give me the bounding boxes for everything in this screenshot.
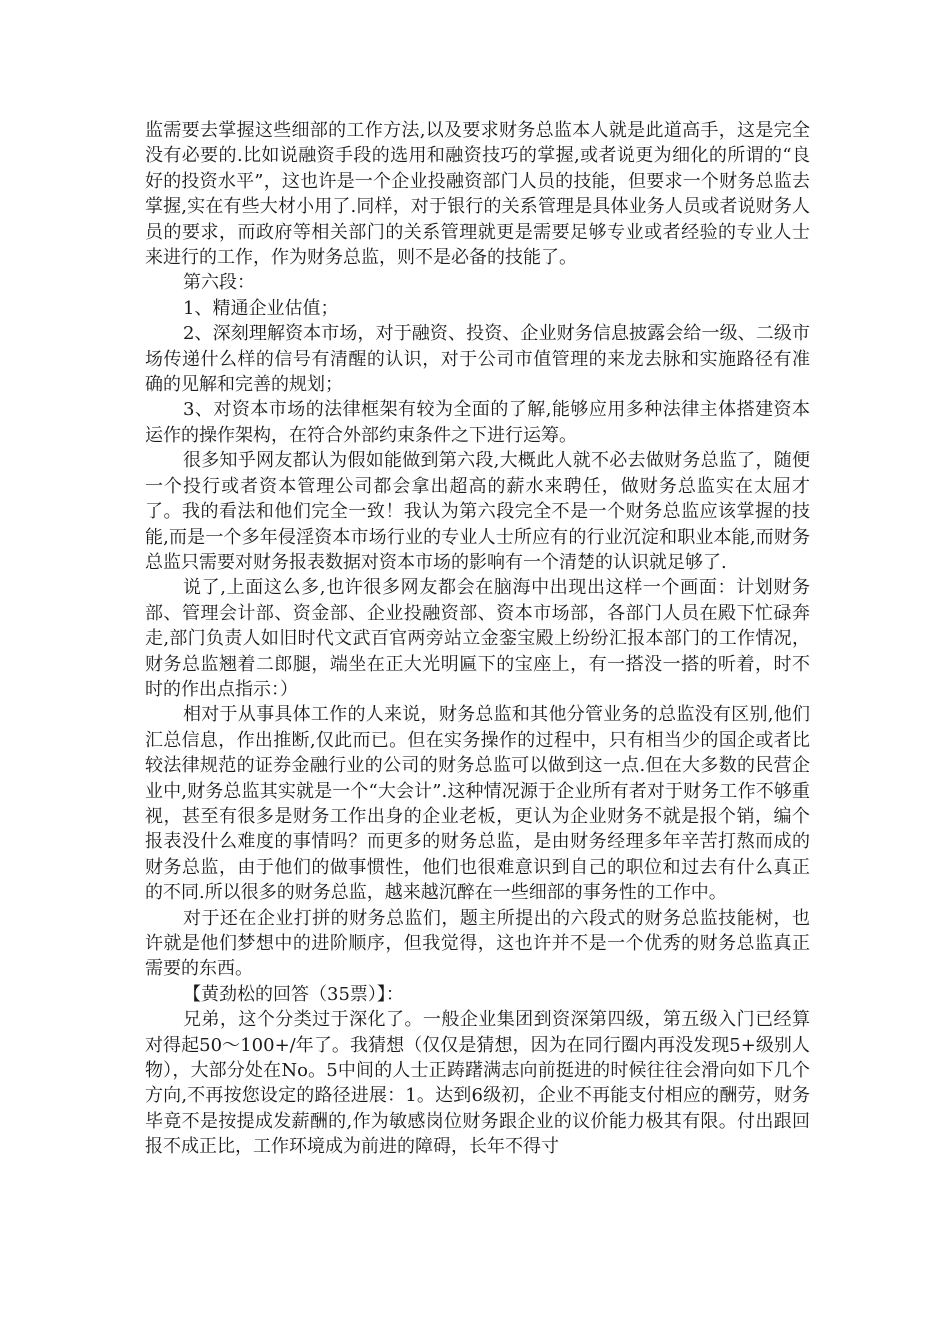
paragraph-1: 监需要去掌握这些细部的工作方法,以及要求财务总监本人就是此道高手，这是完全没有必要的.比如说融资手段的选用和融资技巧的掌握,或者说更为细化的所谓的“良好的投资水平”，这也许是一个企业投融资部门人员的技能，但要求一个财务总监去掌握,实在有些大材小用了.同样，对于银行的关系管理是具体业务人员或者说财务人员的要求，而政府等相关部门的关系管理就更是需要足够专业或者经验的专业人士来进行的工作，作为财务总监，则不是必备的技能了。 [145, 120, 810, 269]
paragraph-3: 1、精通企业估值； [183, 297, 339, 319]
paragraph-7: 说了,上面这么多,也许很多网友都会在脑海中出现出这样一个画面：计划财务部、管理会计部、资金部、企业投融资部、资本市场部，各部门人员在殿下忙碌奔走,部门负责人如旧时代文武百官两旁站立金銮宝殿上纷纷汇报本部门的工作情况，财务总监翘着二郎腿，端坐在正大光明匾下的宝座上，有一搭没一搭的听着，时不时的作出点指示：） [145, 577, 810, 700]
paragraph-9: 对于还在企业打拼的财务总监们，题主所提出的六段式的财务总监技能树，也许就是他们梦想中的进阶顺序，但我觉得，这也许并不是一个优秀的财务总监真正需要的东西。 [145, 907, 810, 980]
paragraph-2: 第六段： [183, 272, 255, 294]
paragraph-5: 3、对资本市场的法律框架有较为全面的了解,能够应用多种法律主体搭建资本运作的操作架构，在符合外部约束条件之下进行运筹。 [145, 399, 810, 446]
paragraph-8: 相对于从事具体工作的人来说，财务总监和其他分管业务的总监没有区别,他们汇总信息，作出推断,仅此而已。但在实务操作的过程中，只有相当少的国企或者比较法律规范的证券金融行业的公司的财务总监可以做到这一点.但在大多数的民营企业中,财务总监其实就是一个“大会计”.这种情况源于企业所有者对于财务工作不够重视，甚至有很多是财务工作出身的企业老板，更认为企业财务不就是报个销，编个报表没什么难度的事情吗？而更多的财务总监，是由财务经理多年辛苦打熬而成的财务总监，由于他们的做事惯性，他们也很难意识到自己的职位和过去有什么真正的不同.所以很多的财务总监，越来越沉醉在一些细部的事务性的工作中。 [145, 704, 810, 904]
paragraph-6: 很多知乎网友都认为假如能做到第六段,大概此人就不必去做财务总监了，随便一个投行或者资本管理公司都会拿出超高的薪水来聘任，做财务总监实在太屈才了。我的看法和他们完全一致！我认为第六段完全不是一个财务总监应该掌握的技能,而是一个多年侵淫资本市场行业的专业人士所应有的行业沉淀和职业本能,而财务总监只需要对财务报表数据对资本市场的影响有一个清楚的认识就足够了. [145, 450, 810, 573]
document-body [145, 118, 810, 1160]
paragraph-4: 2、深刻理解资本市场，对于融资、投资、企业财务信息披露会给一级、二级市场传递什么样的信号有清醒的认识，对于公司市值管理的来龙去脉和实施路径有准确的见解和完善的规划； [145, 323, 810, 396]
paragraph-11: 兄弟，这个分类过于深化了。一般企业集团到资深第四级，第五级入门已经算对得起50～100+/年了。我猜想（仅仅是猜想，因为在同行圈内再没发现5+级别人物），大部分处在No。5中间的人士正踌躇满志向前挺进的时候往往会滑向如下几个方向,不再按您设定的路径进展：1。达到6级初，企业不再能支付相应的酬劳，财务毕竟不是按提成发薪酬的,作为敏感岗位财务跟企业的议价能力极其有限。付出跟回报不成正比，工作环境成为前进的障碍，长年不得寸 [145, 1009, 810, 1158]
answer-heading: 【黄劲松的回答（35票）】： [183, 983, 404, 1005]
